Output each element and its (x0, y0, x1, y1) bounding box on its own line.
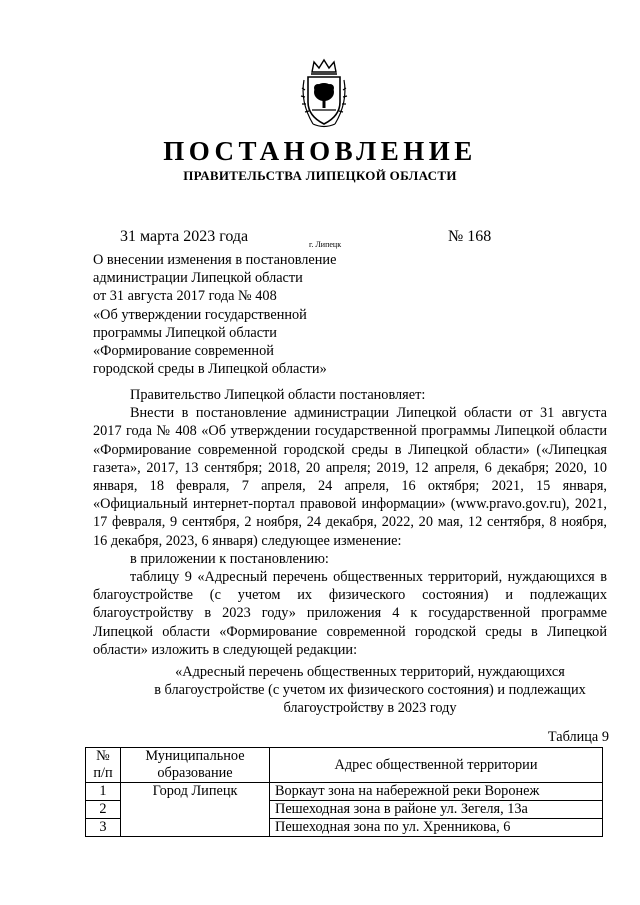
header-number (86, 748, 121, 783)
row-address: Пешеходная зона по ул. Хренникова, 6 (270, 819, 603, 837)
caption-line: «Адресный перечень общественных территорий, нуждающихся (175, 664, 565, 680)
header-text: Муниципальное (145, 748, 245, 764)
document-number: № 168 (448, 228, 492, 245)
body-paragraph: Внести в постановление администрации Липецкой области от 31 августа 2017 года № 408 «Об утверждении государственной программы Липецкой области «Формирование современной городской среды в Липецкой области» («Липецкая газета», 2017, 13 сентября; 2018, 20 апреля; 2019, 12 апреля, 6 декабря; 2020, 10 января, 18 февраля, 7 апреля, 24 апреля, 16 октября; 2021, 15 января, «Официальный интернет-портал правовой информации» (www.pravo.gov.ru), 2021, 17 февраля, 9 сентября, 2 ноября, 24 декабря, 2022, 20 мая, 12 сентября, 8 ноября, 16 декабря, 2023, 6 января) следующее изменение: (93, 405, 607, 549)
table-header-row (86, 748, 603, 783)
caption-line: в благоустройстве (с учетом их физического состояния) и подлежащих (154, 682, 586, 699)
header-text: № (96, 748, 110, 764)
header-text: п/п (93, 765, 113, 781)
subject-line: «Формирование современной (93, 343, 274, 360)
row-number: 2 (86, 801, 121, 819)
row-number: 1 (86, 783, 121, 801)
document-city: г. Липецк (309, 240, 342, 249)
header-text: образование (157, 765, 233, 781)
table-label: Таблица 9 (547, 729, 609, 745)
header-municipality (121, 748, 270, 783)
subject-line: от 31 августа 2017 года № 408 (93, 288, 277, 305)
caption-line: благоустройству в 2023 году (283, 700, 457, 717)
subject-line: администрации Липецкой области (93, 270, 303, 287)
subject-line: программы Липецкой области (93, 324, 277, 341)
document-title: ПОСТАНОВЛЕНИЕ (163, 136, 477, 166)
row-address: Пешеходная зона в районе ул. Зегеля, 13а (270, 801, 603, 819)
row-address: Воркаут зона на набережной реки Воронеж (270, 783, 603, 801)
body-paragraph: таблицу 9 «Адресный перечень общественных территорий, нуждающихся в благоустройстве (с учетом их физического состояния) и подлежащих благоустройству в 2023 году» приложения 4 к государственной программе Липецкой области «Формирование современной городской среды в Липецкой области» изложить в следующей редакции: (93, 569, 607, 658)
document-body (93, 386, 607, 659)
subject-line: О внесении изменения в постановление (93, 252, 337, 268)
document-subtitle: ПРАВИТЕЛЬСТВА ЛИПЕЦКОЙ ОБЛАСТИ (183, 168, 457, 183)
body-paragraph: в приложении к постановлению: (130, 550, 329, 567)
row-number: 3 (86, 819, 121, 837)
document-subject (93, 251, 373, 378)
territories-table (85, 747, 603, 837)
subject-line: городской среды в Липецкой области» (93, 361, 327, 378)
body-paragraph: Правительство Липецкой области постановляет: (130, 387, 426, 403)
table-row (86, 783, 603, 801)
row-municipality: Город Липецк (121, 783, 270, 837)
table-caption (110, 663, 630, 718)
coat-of-arms-icon (299, 58, 349, 130)
header-address: Адрес общественной территории (270, 748, 603, 783)
document-date: 31 марта 2023 года (120, 228, 249, 245)
subject-line: «Об утверждении государственной (93, 306, 307, 323)
